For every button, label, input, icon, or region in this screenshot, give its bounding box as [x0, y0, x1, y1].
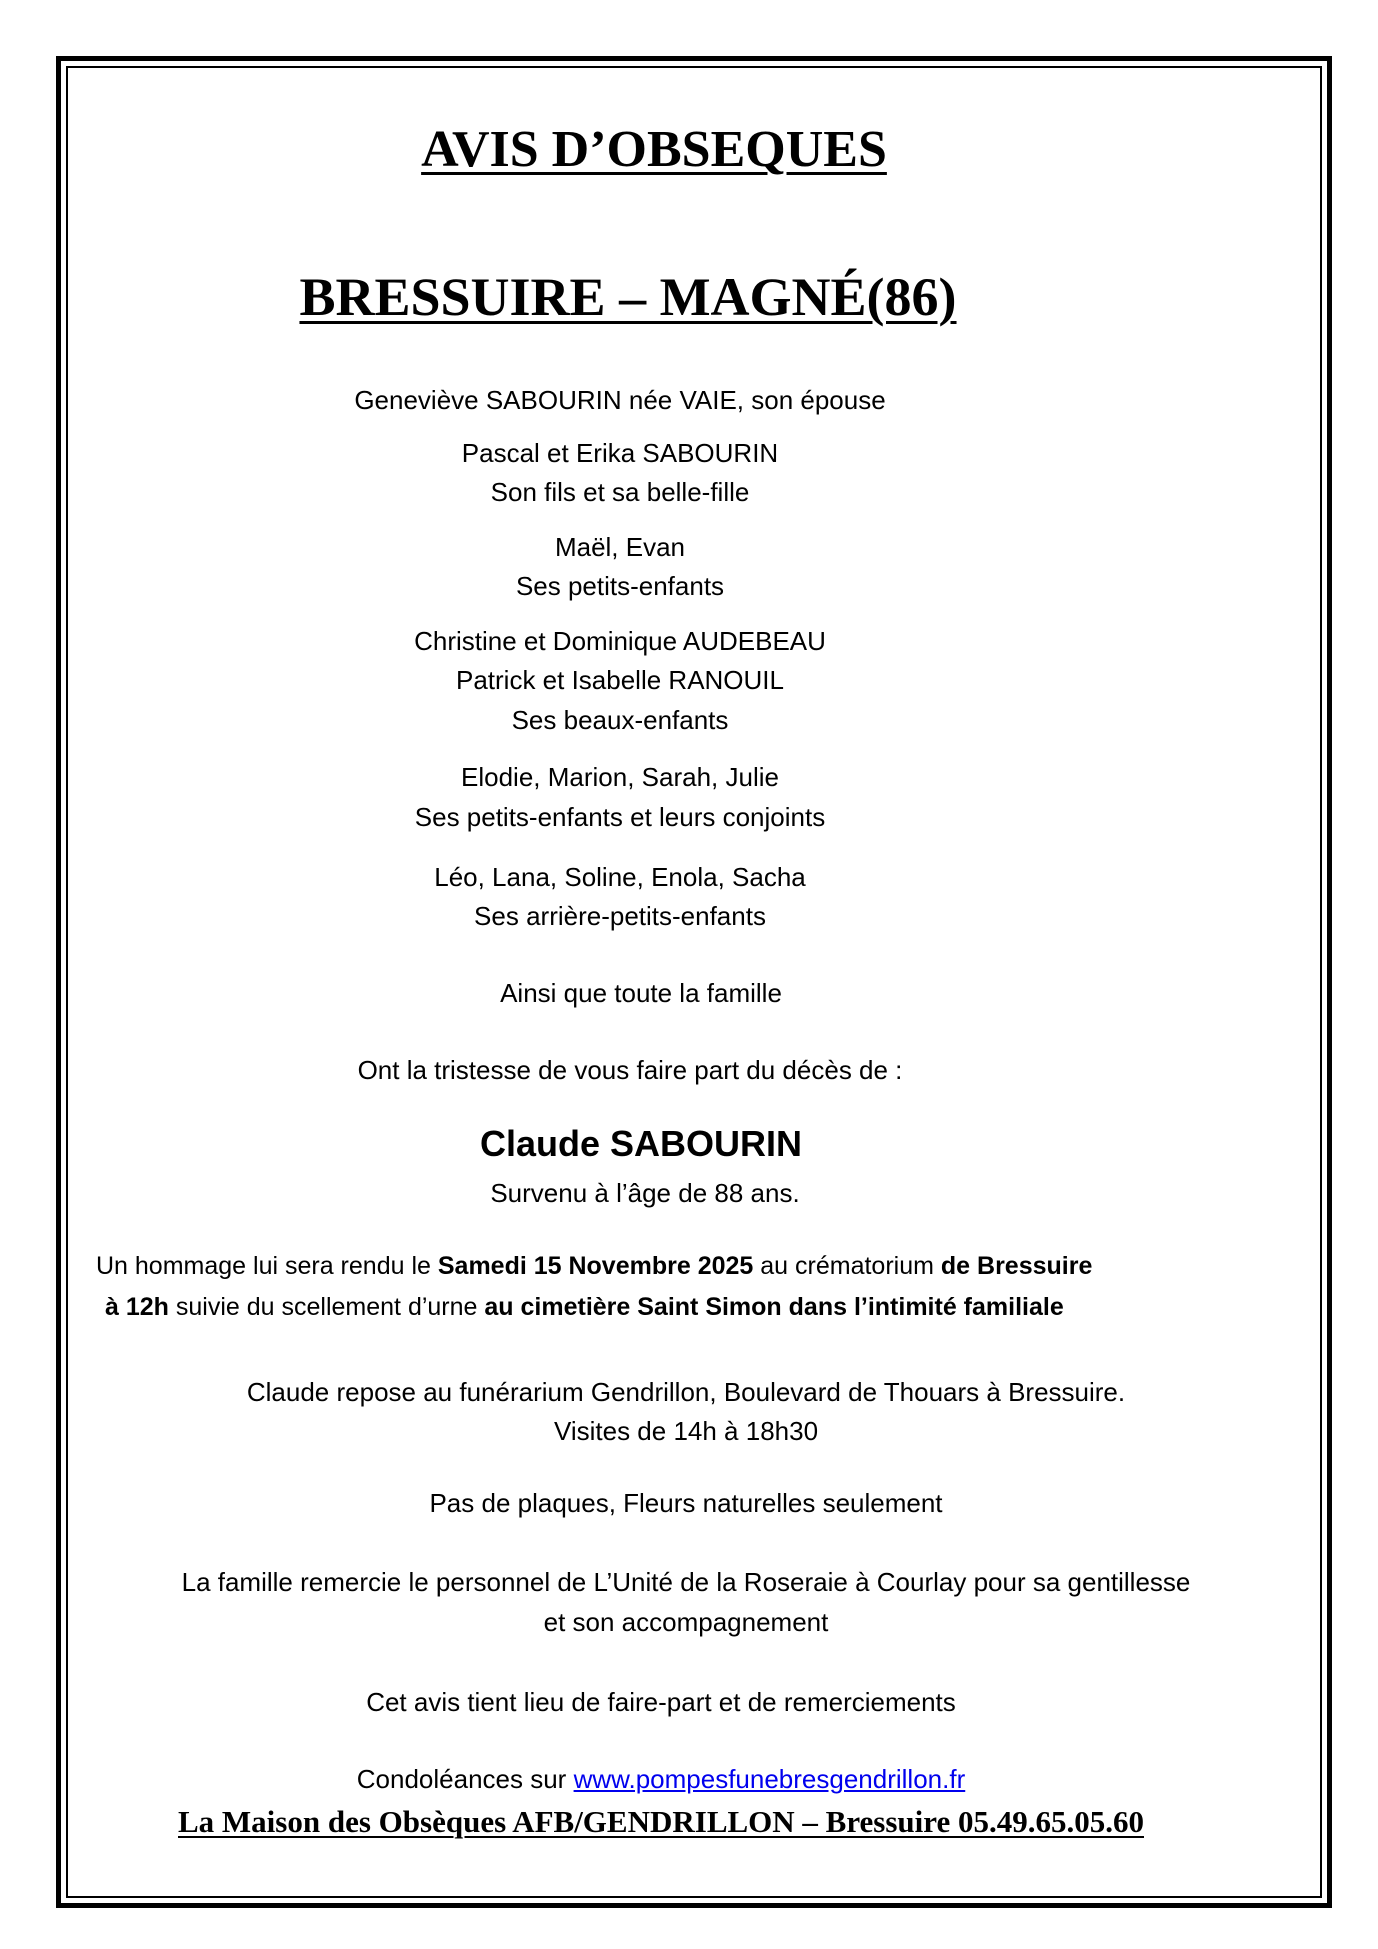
ceremony-time: à 12h — [105, 1293, 169, 1321]
flowers-line: Pas de plaques, Fleurs naturelles seulement — [429, 1488, 943, 1518]
family-all: Ainsi que toute la famille — [500, 978, 782, 1008]
ceremony-line-1 — [96, 1248, 1092, 1284]
family-line: Ses petits-enfants — [515, 571, 725, 601]
family-line: Ses petits-enfants et leurs conjoints — [414, 802, 826, 832]
ceremony-text: Un hommage lui sera rendu le — [96, 1252, 438, 1280]
deceased-name: Claude SABOURIN — [479, 1123, 803, 1164]
burial-info: au cimetière Saint Simon dans l’intimité familiale — [484, 1293, 1064, 1321]
ceremony-text: au crématorium — [753, 1252, 941, 1280]
location-heading: BRESSUIRE – MAGNÉ(86) — [299, 267, 957, 327]
ceremony-date: Samedi 15 Novembre 2025 — [437, 1252, 754, 1280]
thanks-line: La famille remercie le personnel de L’Unité de la Roseraie à Courlay pour sa gentillesse — [181, 1567, 1191, 1597]
condolences-line — [61, 1761, 1261, 1797]
family-line: Maël, Evan — [554, 532, 686, 562]
thanks-line: et son accompagnement — [543, 1607, 829, 1637]
family-line: Geneviève SABOURIN née VAIE, son épouse — [354, 385, 886, 415]
notice-line: Cet avis tient lieu de faire-part et de remerciements — [366, 1687, 956, 1717]
funeral-home-footer: La Maison des Obsèques AFB/GENDRILLON – Bressuire 05.49.65.05.60 — [178, 1804, 1144, 1839]
condolences-link[interactable]: www.pompesfunebresgendrillon.fr — [573, 1764, 966, 1794]
condolences-label: Condoléances sur — [356, 1764, 574, 1794]
family-line: Pascal et Erika SABOURIN — [461, 438, 779, 468]
ceremony-place: de Bressuire — [940, 1252, 1093, 1280]
family-line: Léo, Lana, Soline, Enola, Sacha — [434, 862, 806, 892]
page-title: AVIS D’OBSEQUES — [421, 121, 887, 178]
family-line: Ses arrière-petits-enfants — [474, 901, 766, 931]
announcement: Ont la tristesse de vous faire part du décès de : — [357, 1055, 903, 1085]
family-line: Patrick et Isabelle RANOUIL — [455, 665, 784, 695]
rest-line: Claude repose au funérarium Gendrillon, Boulevard de Thouars à Bressuire. — [246, 1377, 1126, 1407]
ceremony-text: suivie du scellement d’urne — [168, 1293, 485, 1321]
visits-line: Visites de 14h à 18h30 — [553, 1416, 819, 1446]
family-line: Christine et Dominique AUDEBEAU — [414, 626, 826, 656]
age-line: Survenu à l’âge de 88 ans. — [490, 1178, 800, 1208]
family-line: Elodie, Marion, Sarah, Julie — [461, 762, 779, 792]
family-line: Ses beaux-enfants — [511, 705, 729, 735]
family-line: Son fils et sa belle-fille — [490, 477, 750, 507]
ceremony-line-2 — [105, 1289, 1064, 1325]
